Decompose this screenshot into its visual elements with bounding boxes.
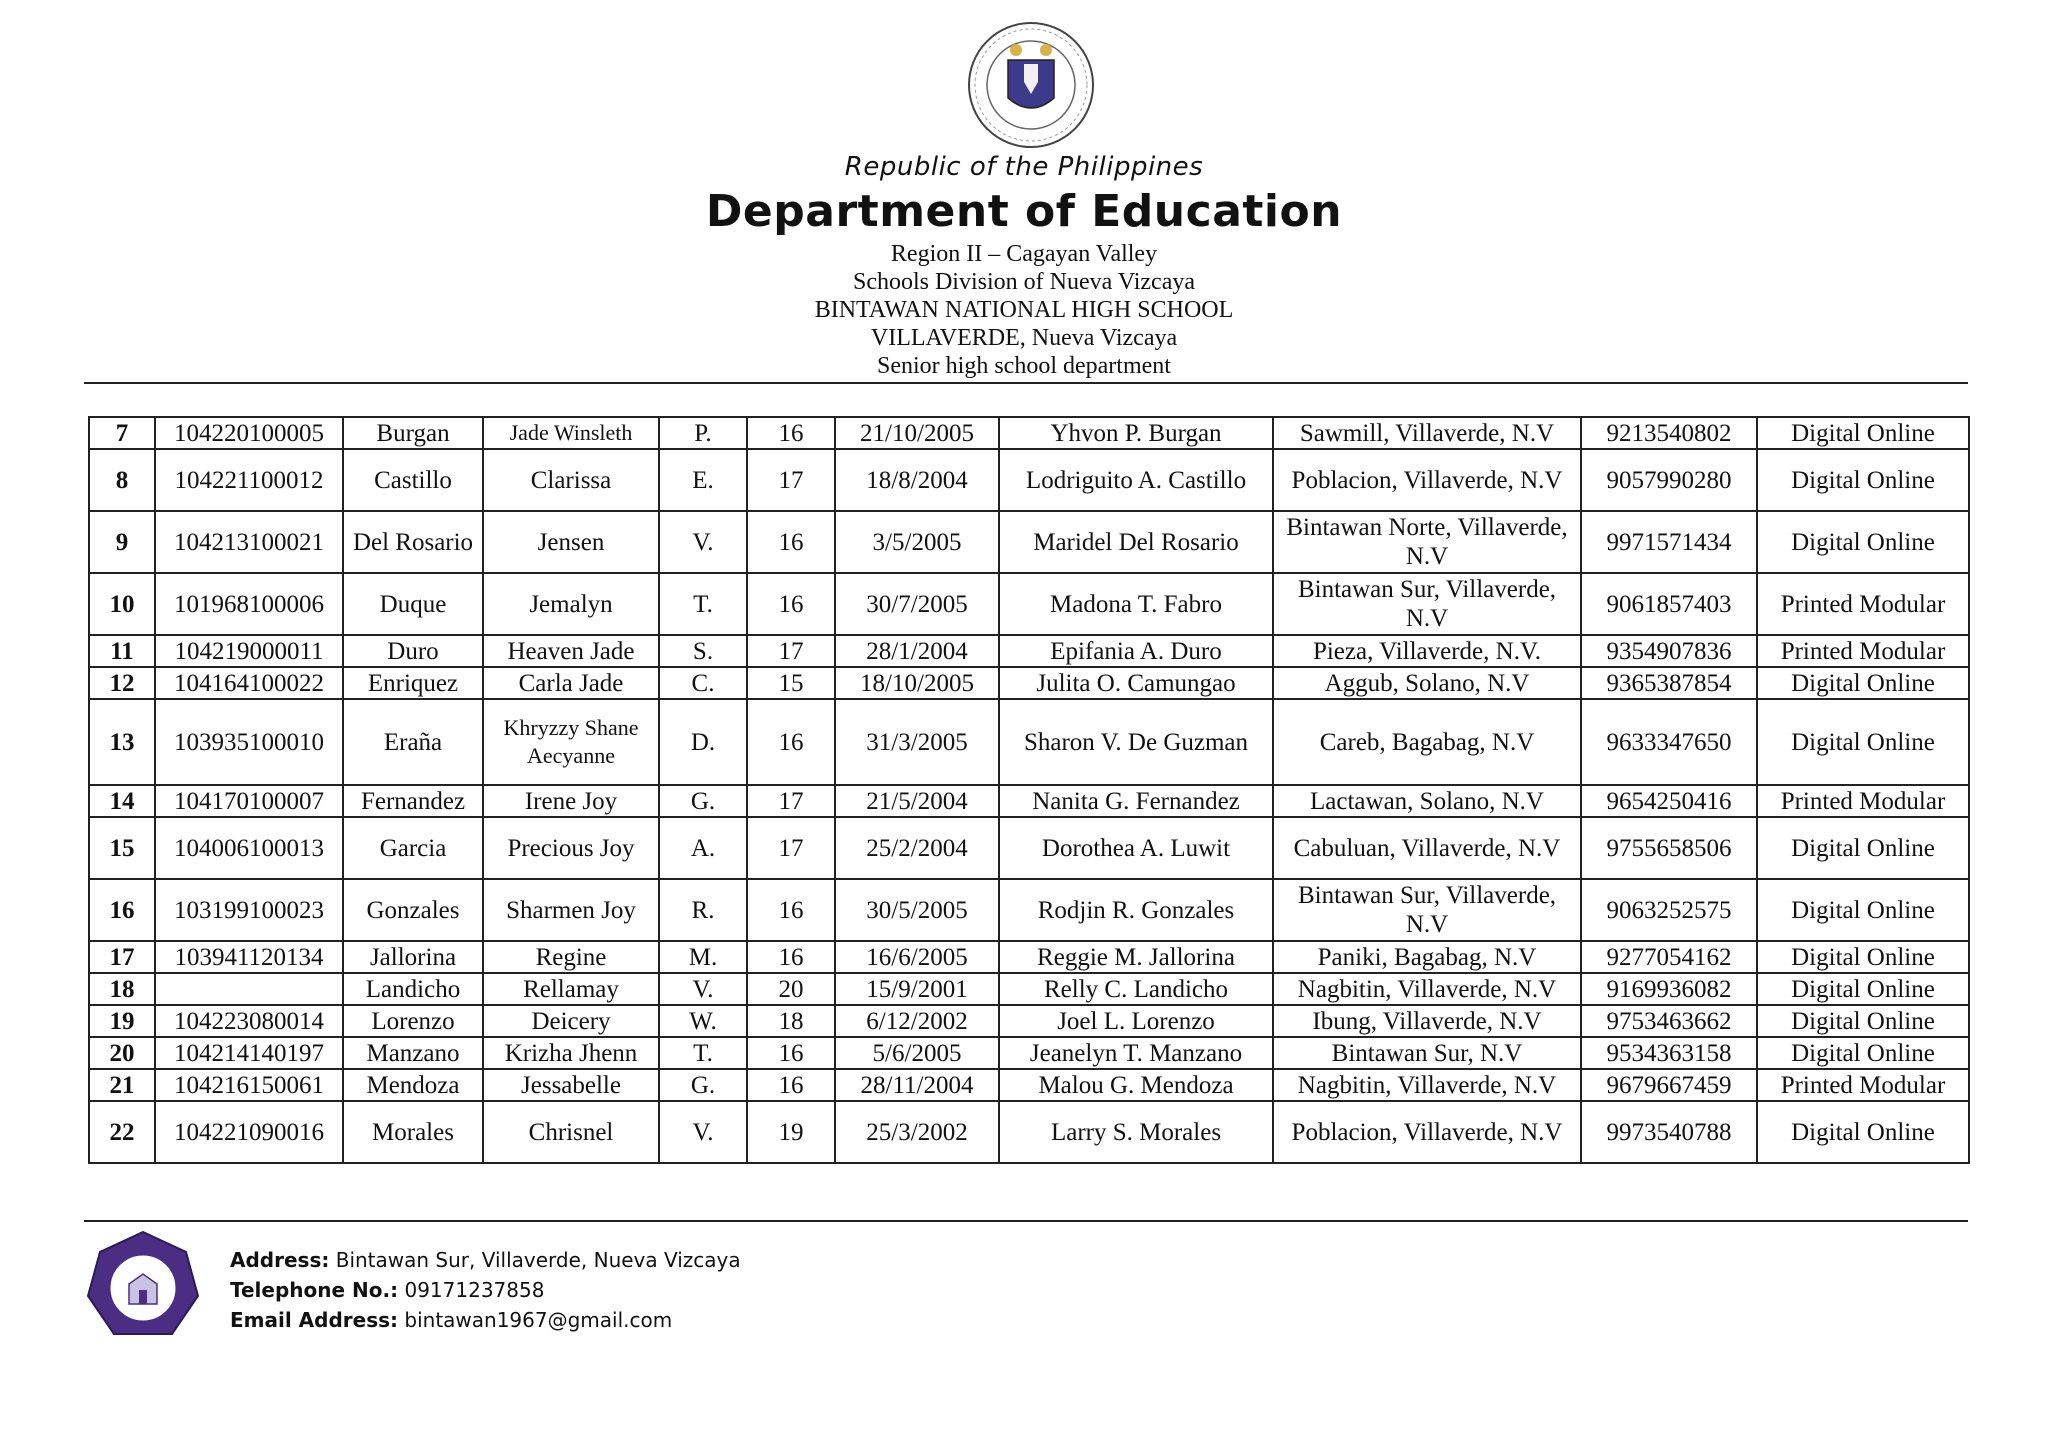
address-cell: Lactawan, Solano, N.V	[1273, 785, 1581, 817]
birthdate-cell: 18/8/2004	[835, 449, 999, 511]
learning-modality-cell: Digital Online	[1757, 1037, 1969, 1069]
birthdate-cell: 21/5/2004	[835, 785, 999, 817]
table-row	[89, 785, 1969, 817]
middle-initial-cell: A.	[659, 817, 747, 879]
row-number-cell: 14	[89, 785, 155, 817]
row-number-cell: 22	[89, 1101, 155, 1163]
row-number-cell: 17	[89, 941, 155, 973]
birthdate-cell: 5/6/2005	[835, 1037, 999, 1069]
last-name-cell: Del Rosario	[343, 511, 483, 573]
birthdate-cell: 15/9/2001	[835, 973, 999, 1005]
birthdate-cell: 28/11/2004	[835, 1069, 999, 1101]
middle-initial-cell: E.	[659, 449, 747, 511]
learning-modality-cell: Digital Online	[1757, 449, 1969, 511]
first-name-cell: Jensen	[483, 511, 659, 573]
table-row	[89, 417, 1969, 449]
address-cell: Cabuluan, Villaverde, N.V	[1273, 817, 1581, 879]
age-cell: 17	[747, 449, 835, 511]
learning-modality-cell: Digital Online	[1757, 699, 1969, 785]
lrn-cell: 103935100010	[155, 699, 343, 785]
address-cell: Nagbitin, Villaverde, N.V	[1273, 973, 1581, 1005]
guardian-cell: Epifania A. Duro	[999, 635, 1273, 667]
address-label: Address:	[230, 1248, 330, 1272]
lrn-cell: 104170100007	[155, 785, 343, 817]
table-row	[89, 667, 1969, 699]
middle-initial-cell: D.	[659, 699, 747, 785]
address-cell: Poblacion, Villaverde, N.V	[1273, 1101, 1581, 1163]
guardian-cell: Julita O. Camungao	[999, 667, 1273, 699]
table-row	[89, 817, 1969, 879]
age-cell: 16	[747, 879, 835, 941]
age-cell: 20	[747, 973, 835, 1005]
school-location-line: VILLAVERDE, Nueva Vizcaya	[870, 325, 1178, 351]
first-name-cell: Precious Joy	[483, 817, 659, 879]
learning-modality-cell: Digital Online	[1757, 417, 1969, 449]
age-cell: 16	[747, 417, 835, 449]
address-cell: Sawmill, Villaverde, N.V	[1273, 417, 1581, 449]
lrn-cell: 104221100012	[155, 449, 343, 511]
row-number-cell: 10	[89, 573, 155, 635]
address-cell: Bintawan Sur, Villaverde, N.V	[1273, 573, 1581, 635]
department-heading: Department of Education	[705, 186, 1343, 237]
row-number-cell: 13	[89, 699, 155, 785]
address-cell: Poblacion, Villaverde, N.V	[1273, 449, 1581, 511]
birthdate-cell: 30/5/2005	[835, 879, 999, 941]
last-name-cell: Lorenzo	[343, 1005, 483, 1037]
birthdate-cell: 25/2/2004	[835, 817, 999, 879]
department-unit-line: Senior high school department	[877, 353, 1171, 379]
middle-initial-cell: P.	[659, 417, 747, 449]
last-name-cell: Castillo	[343, 449, 483, 511]
table-row	[89, 941, 1969, 973]
last-name-cell: Mendoza	[343, 1069, 483, 1101]
middle-initial-cell: S.	[659, 635, 747, 667]
table-row	[89, 1101, 1969, 1163]
table-row	[89, 1069, 1969, 1101]
lrn-cell: 104164100022	[155, 667, 343, 699]
contact-number-cell: 9061857403	[1581, 573, 1757, 635]
guardian-cell: Lodriguito A. Castillo	[999, 449, 1273, 511]
contact-number-cell: 9534363158	[1581, 1037, 1757, 1069]
deped-seal-logo	[966, 20, 1096, 150]
lrn-cell: 104223080014	[155, 1005, 343, 1037]
address-cell: Aggub, Solano, N.V	[1273, 667, 1581, 699]
contact-number-cell: 9971571434	[1581, 511, 1757, 573]
middle-initial-cell: V.	[659, 973, 747, 1005]
first-name-cell: Sharmen Joy	[483, 879, 659, 941]
contact-number-cell: 9753463662	[1581, 1005, 1757, 1037]
address-cell: Pieza, Villaverde, N.V.	[1273, 635, 1581, 667]
birthdate-cell: 21/10/2005	[835, 417, 999, 449]
contact-number-cell: 9213540802	[1581, 417, 1757, 449]
last-name-cell: Jallorina	[343, 941, 483, 973]
contact-number-cell: 9063252575	[1581, 879, 1757, 941]
lrn-cell: 104006100013	[155, 817, 343, 879]
learning-modality-cell: Printed Modular	[1757, 573, 1969, 635]
row-number-cell: 21	[89, 1069, 155, 1101]
lrn-cell: 104221090016	[155, 1101, 343, 1163]
learning-modality-cell: Printed Modular	[1757, 785, 1969, 817]
guardian-cell: Nanita G. Fernandez	[999, 785, 1273, 817]
row-number-cell: 15	[89, 817, 155, 879]
lrn-cell: 103941120134	[155, 941, 343, 973]
republic-heading: Republic of the Philippines	[844, 152, 1204, 182]
learning-modality-cell: Digital Online	[1757, 1005, 1969, 1037]
middle-initial-cell: G.	[659, 1069, 747, 1101]
birthdate-cell: 6/12/2002	[835, 1005, 999, 1037]
row-number-cell: 11	[89, 635, 155, 667]
contact-number-cell: 9654250416	[1581, 785, 1757, 817]
learning-modality-cell: Digital Online	[1757, 941, 1969, 973]
guardian-cell: Rodjin R. Gonzales	[999, 879, 1273, 941]
lrn-cell: 104214140197	[155, 1037, 343, 1069]
birthdate-cell: 28/1/2004	[835, 635, 999, 667]
footer-telephone	[230, 1278, 544, 1302]
guardian-cell: Reggie M. Jallorina	[999, 941, 1273, 973]
region-line: Region II – Cagayan Valley	[890, 241, 1158, 267]
age-cell: 17	[747, 785, 835, 817]
footer-email	[230, 1308, 672, 1332]
first-name-cell: Clarissa	[483, 449, 659, 511]
guardian-cell: Maridel Del Rosario	[999, 511, 1273, 573]
lrn-cell: 101968100006	[155, 573, 343, 635]
last-name-cell: Burgan	[343, 417, 483, 449]
last-name-cell: Gonzales	[343, 879, 483, 941]
lrn-cell: 103199100023	[155, 879, 343, 941]
contact-number-cell: 9973540788	[1581, 1101, 1757, 1163]
address-cell: Ibung, Villaverde, N.V	[1273, 1005, 1581, 1037]
learning-modality-cell: Digital Online	[1757, 973, 1969, 1005]
table-row	[89, 1037, 1969, 1069]
table-row	[89, 573, 1969, 635]
email-value: bintawan1967@gmail.com	[404, 1308, 673, 1332]
guardian-cell: Relly C. Landicho	[999, 973, 1273, 1005]
guardian-cell: Sharon V. De Guzman	[999, 699, 1273, 785]
birthdate-cell: 16/6/2005	[835, 941, 999, 973]
middle-initial-cell: W.	[659, 1005, 747, 1037]
last-name-cell: Manzano	[343, 1037, 483, 1069]
last-name-cell: Eraña	[343, 699, 483, 785]
division-line: Schools Division of Nueva Vizcaya	[852, 269, 1196, 295]
learning-modality-cell: Digital Online	[1757, 667, 1969, 699]
table-row	[89, 879, 1969, 941]
lrn-cell: 104216150061	[155, 1069, 343, 1101]
lrn-cell	[155, 973, 343, 1005]
age-cell: 16	[747, 1069, 835, 1101]
last-name-cell: Duque	[343, 573, 483, 635]
last-name-cell: Enriquez	[343, 667, 483, 699]
guardian-cell: Yhvon P. Burgan	[999, 417, 1273, 449]
middle-initial-cell: M.	[659, 941, 747, 973]
last-name-cell: Garcia	[343, 817, 483, 879]
contact-number-cell: 9755658506	[1581, 817, 1757, 879]
student-roster-table	[88, 416, 1970, 1164]
contact-number-cell: 9633347650	[1581, 699, 1757, 785]
address-value: Bintawan Sur, Villaverde, Nueva Vizcaya	[335, 1248, 741, 1272]
learning-modality-cell: Digital Online	[1757, 1101, 1969, 1163]
first-name-cell: Jessabelle	[483, 1069, 659, 1101]
age-cell: 16	[747, 511, 835, 573]
age-cell: 16	[747, 573, 835, 635]
middle-initial-cell: T.	[659, 1037, 747, 1069]
learning-modality-cell: Digital Online	[1757, 817, 1969, 879]
address-cell: Paniki, Bagabag, N.V	[1273, 941, 1581, 973]
footer-divider	[84, 1220, 1968, 1222]
last-name-cell: Morales	[343, 1101, 483, 1163]
table-row	[89, 1005, 1969, 1037]
guardian-cell: Malou G. Mendoza	[999, 1069, 1273, 1101]
last-name-cell: Fernandez	[343, 785, 483, 817]
first-name-cell: Irene Joy	[483, 785, 659, 817]
row-number-cell: 12	[89, 667, 155, 699]
last-name-cell: Landicho	[343, 973, 483, 1005]
row-number-cell: 8	[89, 449, 155, 511]
address-cell: Bintawan Norte, Villaverde, N.V	[1273, 511, 1581, 573]
address-cell: Bintawan Sur, Villaverde, N.V	[1273, 879, 1581, 941]
age-cell: 16	[747, 699, 835, 785]
table-row	[89, 973, 1969, 1005]
birthdate-cell: 31/3/2005	[835, 699, 999, 785]
age-cell: 16	[747, 1037, 835, 1069]
guardian-cell: Madona T. Fabro	[999, 573, 1273, 635]
age-cell: 15	[747, 667, 835, 699]
row-number-cell: 18	[89, 973, 155, 1005]
table-row	[89, 635, 1969, 667]
table-row	[89, 511, 1969, 573]
row-number-cell: 20	[89, 1037, 155, 1069]
guardian-cell: Larry S. Morales	[999, 1101, 1273, 1163]
lrn-cell: 104220100005	[155, 417, 343, 449]
row-number-cell: 9	[89, 511, 155, 573]
contact-number-cell: 9365387854	[1581, 667, 1757, 699]
first-name-cell: Jade Winsleth	[483, 417, 659, 449]
table-row	[89, 699, 1969, 785]
age-cell: 19	[747, 1101, 835, 1163]
contact-number-cell: 9057990280	[1581, 449, 1757, 511]
contact-number-cell: 9277054162	[1581, 941, 1757, 973]
last-name-cell: Duro	[343, 635, 483, 667]
learning-modality-cell: Printed Modular	[1757, 635, 1969, 667]
middle-initial-cell: V.	[659, 511, 747, 573]
telephone-value: 09171237858	[404, 1278, 545, 1302]
email-label: Email Address:	[230, 1308, 399, 1332]
contact-number-cell: 9354907836	[1581, 635, 1757, 667]
learning-modality-cell: Digital Online	[1757, 511, 1969, 573]
school-name-line: BINTAWAN NATIONAL HIGH SCHOOL	[814, 297, 1234, 323]
middle-initial-cell: V.	[659, 1101, 747, 1163]
guardian-cell: Joel L. Lorenzo	[999, 1005, 1273, 1037]
address-cell: Bintawan Sur, N.V	[1273, 1037, 1581, 1069]
table-row	[89, 449, 1969, 511]
middle-initial-cell: R.	[659, 879, 747, 941]
first-name-cell: Chrisnel	[483, 1101, 659, 1163]
birthdate-cell: 3/5/2005	[835, 511, 999, 573]
address-cell: Careb, Bagabag, N.V	[1273, 699, 1581, 785]
lrn-cell: 104219000011	[155, 635, 343, 667]
row-number-cell: 19	[89, 1005, 155, 1037]
age-cell: 17	[747, 635, 835, 667]
first-name-cell: Regine	[483, 941, 659, 973]
first-name-cell: Heaven Jade	[483, 635, 659, 667]
first-name-cell: Jemalyn	[483, 573, 659, 635]
lrn-cell: 104213100021	[155, 511, 343, 573]
age-cell: 18	[747, 1005, 835, 1037]
school-logo	[84, 1228, 202, 1346]
telephone-label: Telephone No.:	[230, 1278, 399, 1302]
address-cell: Nagbitin, Villaverde, N.V	[1273, 1069, 1581, 1101]
learning-modality-cell: Printed Modular	[1757, 1069, 1969, 1101]
age-cell: 17	[747, 817, 835, 879]
first-name-cell: Deicery	[483, 1005, 659, 1037]
birthdate-cell: 18/10/2005	[835, 667, 999, 699]
age-cell: 16	[747, 941, 835, 973]
footer-address	[230, 1248, 741, 1272]
birthdate-cell: 30/7/2005	[835, 573, 999, 635]
middle-initial-cell: T.	[659, 573, 747, 635]
learning-modality-cell: Digital Online	[1757, 879, 1969, 941]
first-name-cell: Rellamay	[483, 973, 659, 1005]
middle-initial-cell: G.	[659, 785, 747, 817]
contact-number-cell: 9679667459	[1581, 1069, 1757, 1101]
guardian-cell: Jeanelyn T. Manzano	[999, 1037, 1273, 1069]
first-name-cell: Khryzzy Shane Aecyanne	[483, 699, 659, 785]
first-name-cell: Krizha Jhenn	[483, 1037, 659, 1069]
row-number-cell: 16	[89, 879, 155, 941]
row-number-cell: 7	[89, 417, 155, 449]
guardian-cell: Dorothea A. Luwit	[999, 817, 1273, 879]
contact-number-cell: 9169936082	[1581, 973, 1757, 1005]
header-divider	[84, 382, 1968, 384]
first-name-cell: Carla Jade	[483, 667, 659, 699]
birthdate-cell: 25/3/2002	[835, 1101, 999, 1163]
middle-initial-cell: C.	[659, 667, 747, 699]
